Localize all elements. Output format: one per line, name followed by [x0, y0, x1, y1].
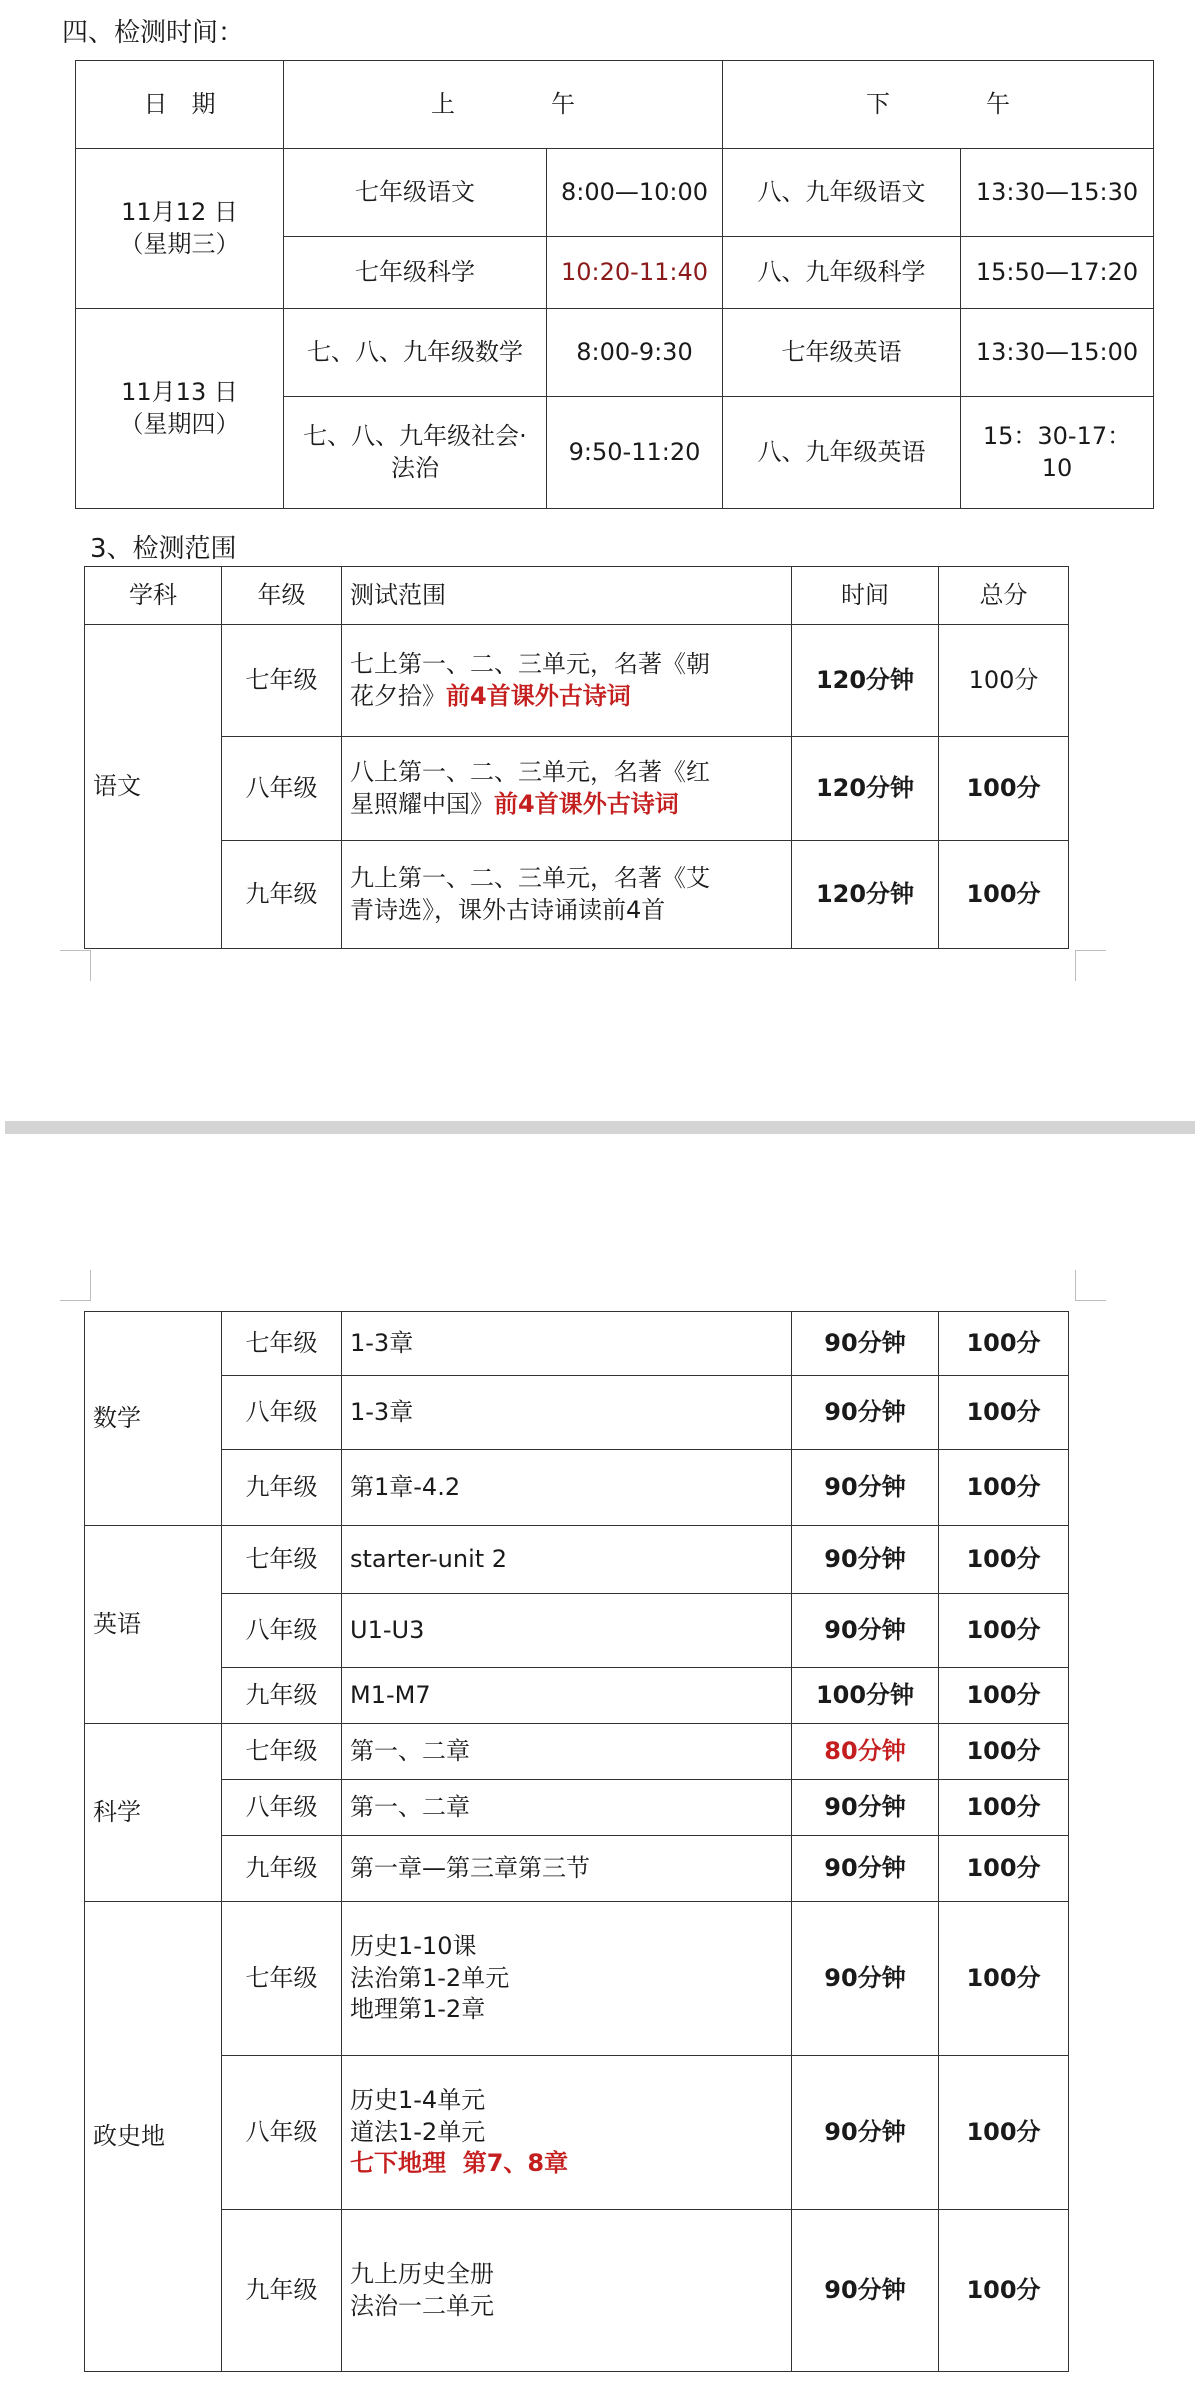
pm-time: 13:30—15:00	[961, 309, 1154, 397]
header-time: 时间	[792, 567, 939, 625]
subject-cell: 语文	[85, 625, 222, 949]
subject-cell: 英语	[85, 1526, 222, 1724]
scope-line: 道法1-2单元	[350, 2117, 486, 2146]
scope-line: 地理第1-2章	[350, 1995, 486, 2024]
scope-cell	[342, 2056, 792, 2210]
scope-cell: 第一、二章	[342, 1780, 792, 1836]
subject-cell: 数学	[85, 1312, 222, 1526]
header-grade: 年级	[222, 567, 342, 625]
score-cell: 100分	[939, 1526, 1069, 1594]
pm-time: 13:30—15:30	[961, 149, 1154, 237]
time-cell: 120分钟	[792, 625, 939, 737]
am-subject: 七年级科学	[284, 237, 547, 309]
score-cell: 100分	[939, 2210, 1069, 2372]
scope-table-chinese	[84, 566, 1069, 949]
grade-cell: 九年级	[222, 2210, 342, 2372]
scope-line: 九上历史全册	[350, 2259, 494, 2288]
scope-cell: starter-unit 2	[342, 1526, 792, 1594]
am-time: 8:00—10:00	[547, 149, 723, 237]
pm-subject: 七年级英语	[723, 309, 961, 397]
subject-cell: 政史地	[85, 1902, 222, 2372]
time-cell: 90分钟	[792, 1836, 939, 1902]
am-subject-line: 七、八、九年级社会·	[303, 421, 527, 450]
page-separator	[5, 1121, 1195, 1134]
scope-cell	[342, 2210, 792, 2372]
crop-mark	[1075, 1270, 1106, 1301]
scope-line: 法治第1-2单元	[350, 1963, 510, 1992]
grade-cell: 九年级	[222, 841, 342, 949]
grade-cell: 八年级	[222, 2056, 342, 2210]
date-cell-1	[76, 149, 284, 309]
date-label: 11月13 日	[121, 377, 238, 406]
time-cell: 90分钟	[792, 1526, 939, 1594]
pm-subject: 八、九年级英语	[723, 397, 961, 509]
scope-cell	[342, 625, 792, 737]
time-cell: 120分钟	[792, 841, 939, 949]
header-scope: 测试范围	[342, 567, 792, 625]
time-cell: 90分钟	[792, 1312, 939, 1376]
score-cell: 100分	[939, 1594, 1069, 1668]
exam-time-table	[75, 60, 1154, 509]
grade-cell: 八年级	[222, 1594, 342, 1668]
scope-line: 八上第一、二、三单元，名著《红	[350, 757, 710, 786]
pm-time: 15:50—17:20	[961, 237, 1154, 309]
scope-cell: 1-3章	[342, 1312, 792, 1376]
time-cell: 90分钟	[792, 1450, 939, 1526]
score-cell: 100分	[939, 1668, 1069, 1724]
score-cell: 100分	[939, 2056, 1069, 2210]
time-cell: 90分钟	[792, 2210, 939, 2372]
weekday-label: （星期三）	[119, 229, 240, 258]
score-cell: 100分	[939, 625, 1069, 737]
header-date: 日 期	[76, 61, 284, 149]
scope-line: 七上第一、二、三单元，名著《朝	[350, 649, 710, 678]
scope-line: 九上第一、二、三单元，名著《艾	[350, 863, 710, 892]
scope-highlight: 七下地理 第7、8章	[350, 2149, 569, 2178]
grade-cell: 八年级	[222, 1376, 342, 1450]
exam-time-heading: 四、检测时间：	[62, 18, 245, 48]
time-cell: 80分钟	[792, 1724, 939, 1780]
time-cell: 90分钟	[792, 1594, 939, 1668]
scope-line: 历史1-10课	[350, 1931, 477, 1960]
crop-mark	[60, 1270, 91, 1301]
time-cell: 90分钟	[792, 2056, 939, 2210]
scope-line: 法治一二单元	[350, 2291, 494, 2320]
scope-cell: 第一章—第三章第三节	[342, 1836, 792, 1902]
scope-text: 星照耀中国》	[350, 789, 494, 818]
scope-cell	[342, 737, 792, 841]
scope-cell: 第1章-4.2	[342, 1450, 792, 1526]
scope-line: 历史1-4单元	[350, 2085, 486, 2114]
grade-cell: 七年级	[222, 1312, 342, 1376]
grade-cell: 七年级	[222, 1724, 342, 1780]
scope-highlight: 前4首课外古诗词	[446, 681, 631, 710]
grade-cell: 七年级	[222, 1526, 342, 1594]
score-cell: 100分	[939, 1450, 1069, 1526]
scope-cell: 第一、二章	[342, 1724, 792, 1780]
scope-line	[350, 789, 783, 821]
scope-highlight: 前4首课外古诗词	[494, 789, 679, 818]
grade-cell: 八年级	[222, 737, 342, 841]
header-score: 总分	[939, 567, 1069, 625]
date-label: 11月12 日	[121, 197, 238, 226]
grade-cell: 七年级	[222, 1902, 342, 2056]
score-cell: 100分	[939, 1780, 1069, 1836]
score-cell: 100分	[939, 737, 1069, 841]
am-subject	[284, 397, 547, 509]
am-time: 8:00-9:30	[547, 309, 723, 397]
scope-cell: 1-3章	[342, 1376, 792, 1450]
pm-subject: 八、九年级语文	[723, 149, 961, 237]
time-cell: 100分钟	[792, 1668, 939, 1724]
grade-cell: 八年级	[222, 1780, 342, 1836]
header-subject: 学科	[85, 567, 222, 625]
subject-cell: 科学	[85, 1724, 222, 1902]
scope-line: 青诗选》，课外古诗诵读前4首	[350, 895, 666, 924]
am-subject: 七年级语文	[284, 149, 547, 237]
crop-mark	[1075, 950, 1106, 981]
scope-cell: M1-M7	[342, 1668, 792, 1724]
date-cell-2	[76, 309, 284, 509]
am-subject: 七、八、九年级数学	[284, 309, 547, 397]
am-subject-line: 法治	[391, 453, 439, 482]
pm-time: 15：30-17：10	[961, 397, 1154, 509]
scope-text: 花夕拾》	[350, 681, 446, 710]
grade-cell: 九年级	[222, 1836, 342, 1902]
weekday-label: （星期四）	[119, 409, 240, 438]
crop-mark	[60, 950, 91, 981]
score-cell: 100分	[939, 841, 1069, 949]
score-cell: 100分	[939, 1724, 1069, 1780]
scope-table-others	[84, 1311, 1069, 2372]
pm-subject: 八、九年级科学	[723, 237, 961, 309]
scope-line	[350, 681, 783, 713]
scope-cell	[342, 1902, 792, 2056]
score-cell: 100分	[939, 1376, 1069, 1450]
time-cell: 90分钟	[792, 1780, 939, 1836]
am-time: 10:20-11:40	[547, 237, 723, 309]
time-cell: 120分钟	[792, 737, 939, 841]
header-afternoon: 下 午	[723, 61, 1154, 149]
scope-cell	[342, 841, 792, 949]
grade-cell: 九年级	[222, 1450, 342, 1526]
score-cell: 100分	[939, 1312, 1069, 1376]
header-morning: 上 午	[284, 61, 723, 149]
grade-cell: 九年级	[222, 1668, 342, 1724]
time-cell: 90分钟	[792, 1376, 939, 1450]
score-cell: 100分	[939, 1836, 1069, 1902]
am-time: 9:50-11:20	[547, 397, 723, 509]
grade-cell: 七年级	[222, 625, 342, 737]
scope-cell: U1-U3	[342, 1594, 792, 1668]
time-cell: 90分钟	[792, 1902, 939, 2056]
scope-heading: 3、检测范围	[90, 534, 237, 564]
score-cell: 100分	[939, 1902, 1069, 2056]
